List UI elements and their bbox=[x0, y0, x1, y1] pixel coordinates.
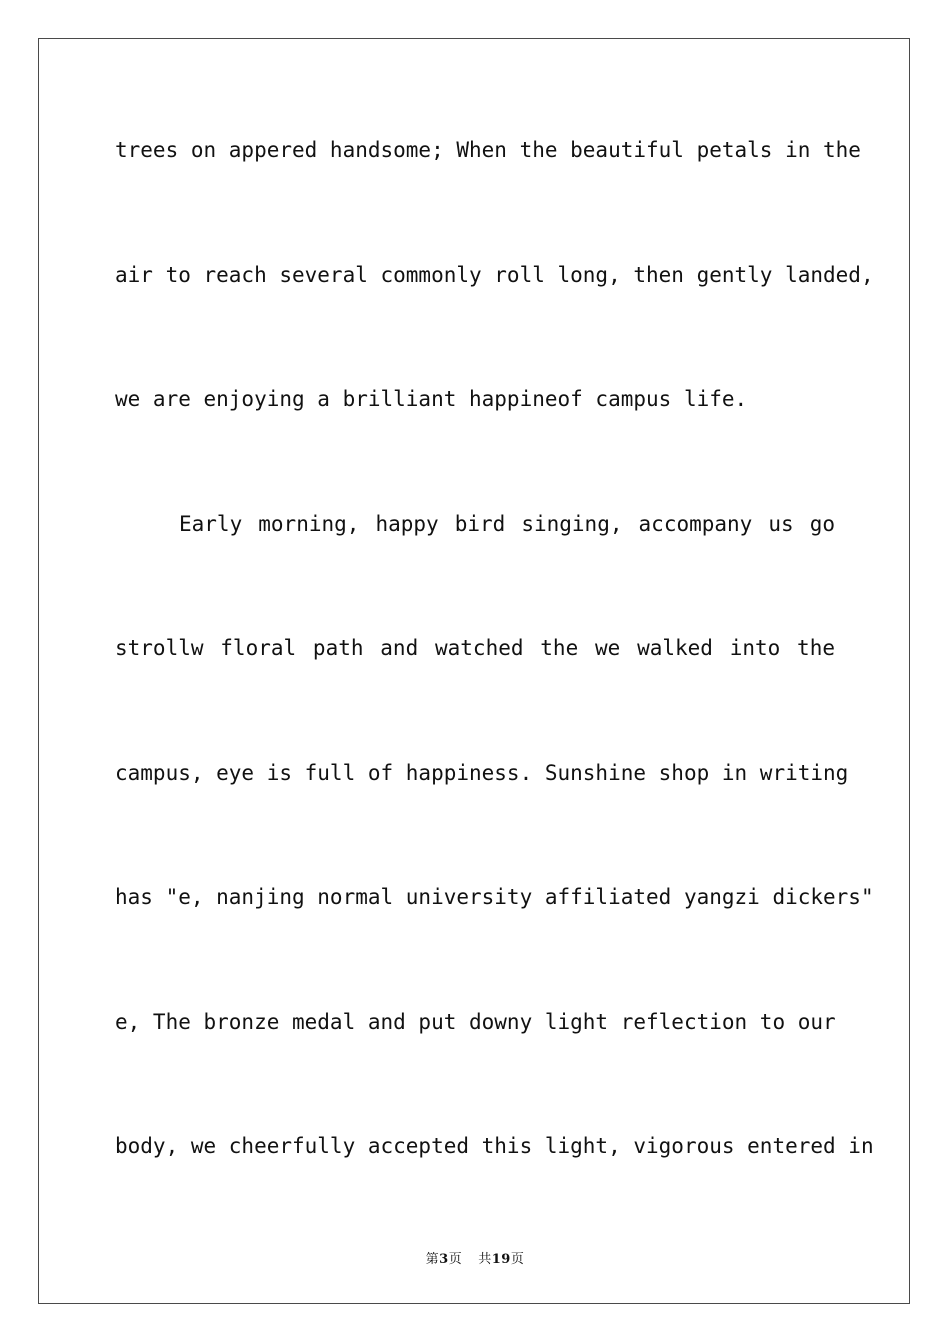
text-line-9: body, we cheerfully accepted this light, vigorous entered in bbox=[115, 1134, 874, 1158]
footer-total-prefix: 共 bbox=[478, 1252, 492, 1267]
text-line-5: strollw floral path and watched the we walked into the bbox=[115, 636, 835, 660]
text-line-7: has "e, nanjing normal university affiliated yangzi dickers" bbox=[115, 885, 874, 909]
footer-total-suffix: 页 bbox=[510, 1252, 525, 1267]
footer-page-current: 3 bbox=[439, 1252, 449, 1267]
footer-page-suffix: 页 bbox=[448, 1252, 463, 1267]
text-line-3: we are enjoying a brilliant happineof campus life. bbox=[115, 387, 748, 411]
text-line-4: Early morning, happy bird singing, accompany us go bbox=[179, 512, 835, 536]
footer-page-total: 19 bbox=[491, 1252, 511, 1267]
page-border bbox=[38, 38, 910, 1304]
text-line-2: air to reach several commonly roll long, then gently landed, bbox=[115, 263, 874, 287]
text-line-8: e, The bronze medal and put downy light reflection to our bbox=[115, 1010, 836, 1034]
text-line-6: campus, eye is full of happiness. Sunshine shop in writing bbox=[115, 761, 849, 785]
page-footer bbox=[0, 1248, 950, 1267]
footer-page-prefix: 第 bbox=[425, 1252, 440, 1267]
text-line-1: trees on appered handsome; When the beautiful petals in the bbox=[115, 138, 861, 162]
